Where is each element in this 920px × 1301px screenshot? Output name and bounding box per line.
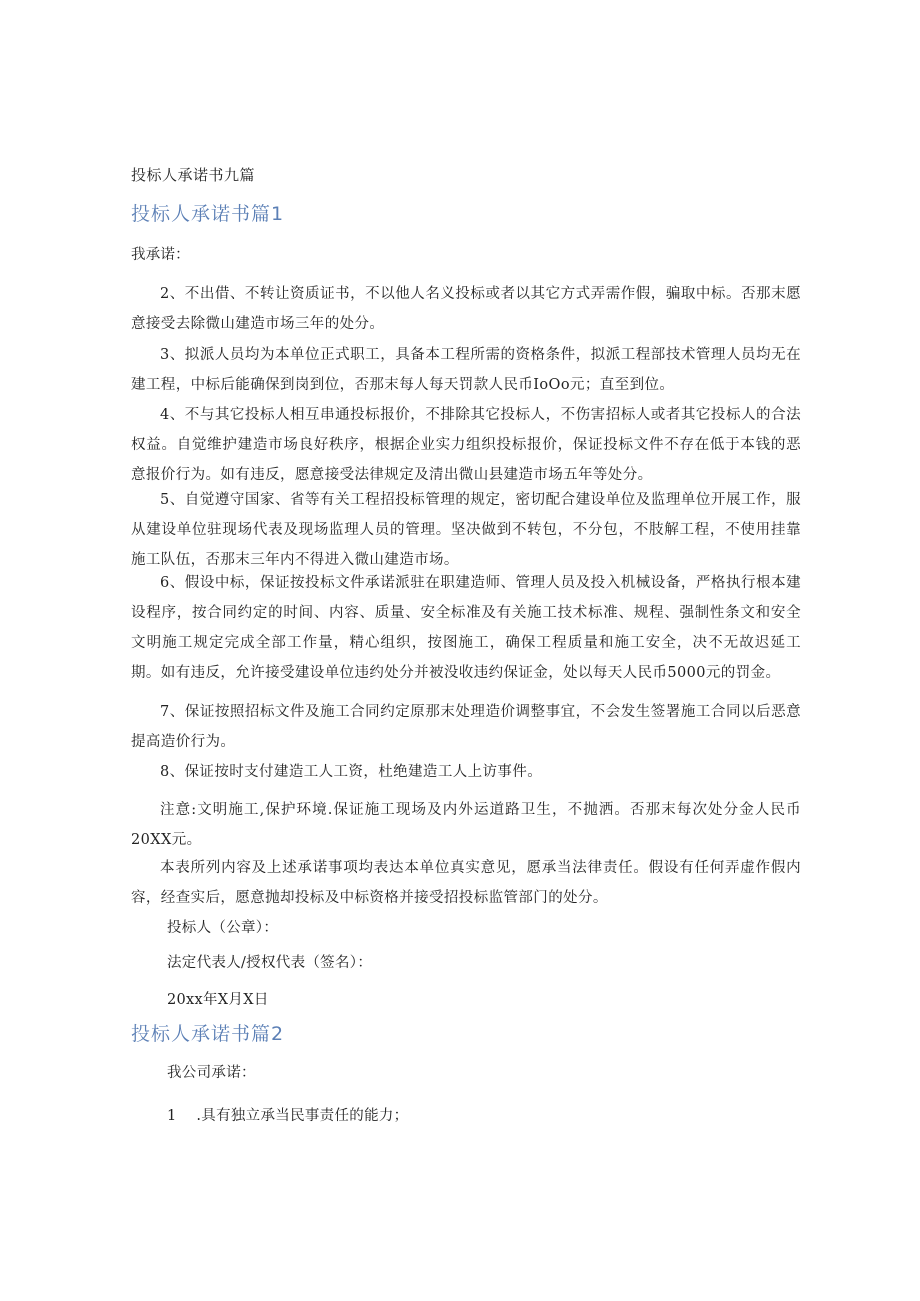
commitment-item-5: 5、自觉遵守国家、省等有关工程招投标管理的规定，密切配合建设单位及监理单位开展工作，服从建设单位驻现场代表及现场监理人员的管理。坚决做到不转包，不分包，不肢解工程，不使用挂靠施工队伍，否那末三年内不得进入微山建造市场。	[131, 492, 801, 568]
document-title: 投标人承诺书九篇	[131, 166, 256, 184]
commitment-item-7: 7、保证按照招标文件及施工合同约定原那末处理造价调整事宜，不会发生签署施工合同以后恶意提高造价行为。	[131, 704, 801, 750]
bidder-seal-label: 投标人（公章）：	[167, 920, 279, 936]
commitment-item-6: 6、假设中标，保证按投标文件承诺派驻在职建造师、管理人员及投入机械设备，严格执行根本建设程序，按合同约定的时间、内容、质量、安全标准及有关施工技术标准、规程、强制性条文和安全文明施工规定完成全部工作量，精心组织，按图施工，确保工程质量和施工安全，决不无故迟延工期。如有违反，允许接受建设单位违约处分并被没收违约保证金，处以每天人民币5000元的罚金。	[131, 575, 801, 681]
commitment-declaration: 本表所列内容及上述承诺事项均表达本单位真实意见，愿承当法律责任。假设有任何弄虚作假内容，经查实后，愿意抛却投标及中标资格并接受招投标监管部门的处分。	[131, 860, 801, 906]
commitment-note: 注意:文明施工,保护环境.保证施工现场及内外运道路卫生，不抛洒。否那末每次处分金人民币20XX元。	[131, 802, 801, 848]
representative-signature-label: 法定代表人/授权代表（签名）：	[167, 955, 373, 971]
commitment-item-8: 8、保证按时支付建造工人工资，杜绝建造工人上访事件。	[160, 764, 543, 780]
section-heading-1: 投标人承诺书篇1	[131, 203, 285, 225]
section2-opening: 我公司承诺：	[167, 1065, 256, 1081]
section-heading-2: 投标人承诺书篇2	[131, 1023, 285, 1045]
commitment-item-4: 4、不与其它投标人相互串通投标报价，不排除其它投标人，不伤害招标人或者其它投标人的合法权益。自觉维护建造市场良好秩序，根据企业实力组织投标报价，保证投标文件不存在低于本钱的恶意报价行为。如有违反，愿意接受法律规定及清出微山县建造市场五年等处分。	[131, 407, 801, 483]
commitment-item-3: 3、拟派人员均为本单位正式职工，具备本工程所需的资格条件，拟派工程部技术管理人员均无在建工程，中标后能确保到岗到位，否那末每人每天罚款人民币IoOo元；直至到位。	[131, 347, 801, 393]
signing-date: 20xx年X月X日	[167, 992, 269, 1008]
commitment-item-2: 2、不出借、不转让资质证书，不以他人名义投标或者以其它方式弄需作假，骗取中标。否那末愿意接受去除微山建造市场三年的处分。	[131, 286, 801, 332]
section2-item-1	[167, 1105, 408, 1127]
section2-item-1-text: .具有独立承当民事责任的能力；	[196, 1108, 409, 1124]
section1-opening: 我承诺：	[131, 247, 190, 263]
section2-item-1-number: 1	[167, 1108, 177, 1124]
